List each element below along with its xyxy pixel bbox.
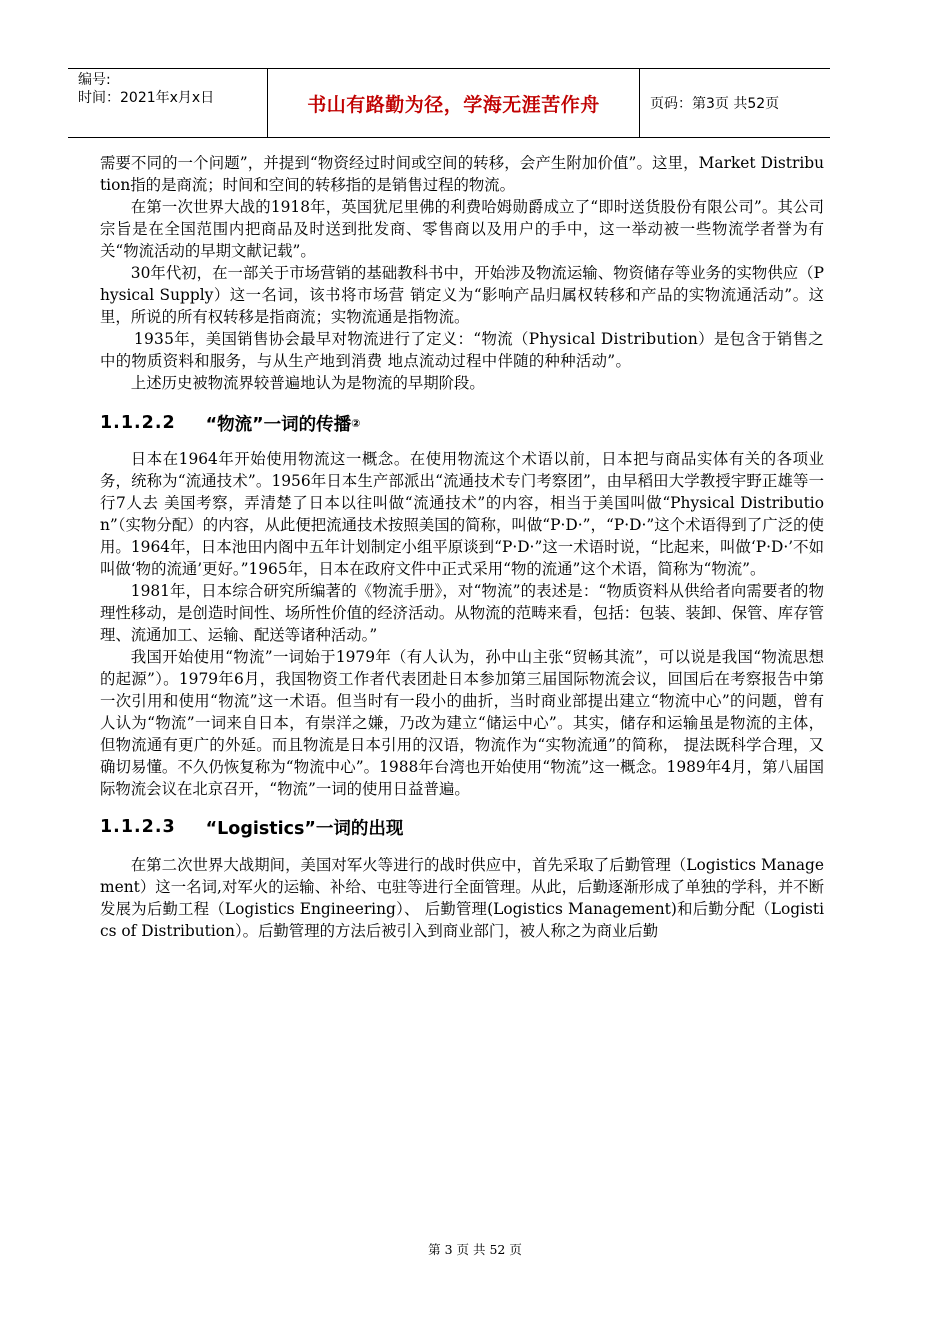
section-heading: [100, 812, 824, 842]
paragraph: 30年代初，在一部关于市场营销的基础教科书中，开始涉及物流运输、物资储存等业务的实物供应（Physical Supply）这一名词，该书将市场营 销定义为“影响产品归属权转移和产品的实物流通活动”。这里，所说的所有权转移是指商流；实物流通是指物流。: [100, 264, 824, 326]
code-label: 编号:: [78, 72, 111, 88]
paragraph: 上述历史被物流界较普遍地认为是物流的早期阶段。: [130, 374, 485, 392]
paragraph: 在第二次世界大战期间，美国对军火等进行的战时供应中，首先采取了后勤管理（Logistics Management）这一名词,对军火的运输、补给、屯驻等进行全面管理。从此，后勤逐渐形成了单独的学科，并不断发展为后勤工程（Logistics Engineering）、 后勤管理(Logistics Management)和后勤分配（Logistics of Distribution）。后勤管理的方法后被引入到商业部门，被人称之为商业后勤: [100, 856, 824, 940]
footnote-marker: ②: [351, 416, 361, 430]
document-header: [68, 68, 830, 138]
paragraph: 日本在1964年开始使用物流这一概念。在使用物流这个术语以前，日本把与商品实体有关的各项业务，统称为“流通技术”。1956年日本生产部派出“流通技术专门考察团”，由早稻田大学教授宇野正雄等一行7人去 美国考察，弄清楚了日本以往叫做“流通技术”的内容，相当于美国叫做“Physical Distribution”（实物分配）的内容，从此便把流通技术按照美国的简称，叫做“P·D·”，“P·D·”这个术语得到了广泛的使 用。1964年，日本池田内阁中五年计划制定小组平原谈到“P·D·”这一术语时说，“比起来，叫做‘P·D·’不如叫做‘物的流通’更好。”1965年，日本在政府文件中正式采用“物的流通”这个术语，简称为“物流”。: [100, 450, 824, 578]
header-page-label: 页码：第3页 共52页: [650, 96, 780, 112]
paragraph: 1981年，日本综合研究所编著的《物流手册》，对“物流”的表述是：“物质资料从供给者向需要者的物理性移动，是创造时间性、场所性价值的经济活动。从物流的范畴来看，包括：包装、装卸、保管、库存管理、流通加工、运输、配送等诸种活动。”: [100, 582, 824, 644]
paragraph: 需要不同的一个问题”，并提到“物资经过时间或空间的转移，会产生附加价值”。这里，Market Distribution指的是商流；时间和空间的转移指的是销售过程的物流。: [100, 154, 824, 194]
page-footer: [0, 1240, 950, 1258]
footer-page-number: 第 3 页 共 52 页: [428, 1242, 522, 1257]
paragraph: 1935年，美国销售协会最早对物流进行了定义：“物流（Physical Distribution）是包含于销售之中的物质资料和服务，与从生产地到消费 地点流动过程中伴随的种种活动”。: [100, 330, 824, 370]
paragraph: 在第一次世界大战的1918年，英国犹尼里佛的利费哈姆勋爵成立了“即时送货股份有限公司”。其公司宗旨是在全国范围内把商品及时送到批发商、零售商以及用户的手中，这一举动被一些物流学者誉为有关“物流活动的早期文献记载”。: [100, 198, 824, 260]
time-label: 时间：2021年x月x日: [78, 90, 215, 106]
header-meta: [68, 69, 268, 137]
section-number: 1.1.2.2: [100, 413, 176, 433]
header-motto: 书山有路勤为径，学海无涯苦作舟: [268, 69, 640, 137]
section-title: “物流”一词的传播: [205, 414, 352, 435]
paragraph: 我国开始使用“物流”一词始于1979年（有人认为，孙中山主张“贸畅其流”，可以说是我国“物流思想的起源”）。1979年6月，我国物资工作者代表团赴日本参加第三届国际物流会议，回国后在考察报告中第一次引用和使用“物流”这一术语。但当时有一段小的曲折，当时商业部提出建立“物流中心”的问题，曾有人认为“物流”一词来自日本，有崇洋之嫌，乃改为建立“储运中心”。其实，储存和运输虽是物流的主体，但物流通有更广的外延。而且物流是日本引用的汉语，物流作为“实物流通”的简称， 提法既科学合理，又确切易懂。不久仍恢复称为“物流中心”。1988年台湾也开始使用“物流”这一概念。1989年4月，第八届国际物流会议在北京召开，“物流”一词的使用日益普遍。: [100, 648, 824, 798]
section-number: 1.1.2.3: [100, 817, 176, 837]
section-heading: [100, 408, 824, 438]
section-title: “Logistics”一词的出现: [205, 818, 404, 839]
document-body: [100, 152, 824, 942]
